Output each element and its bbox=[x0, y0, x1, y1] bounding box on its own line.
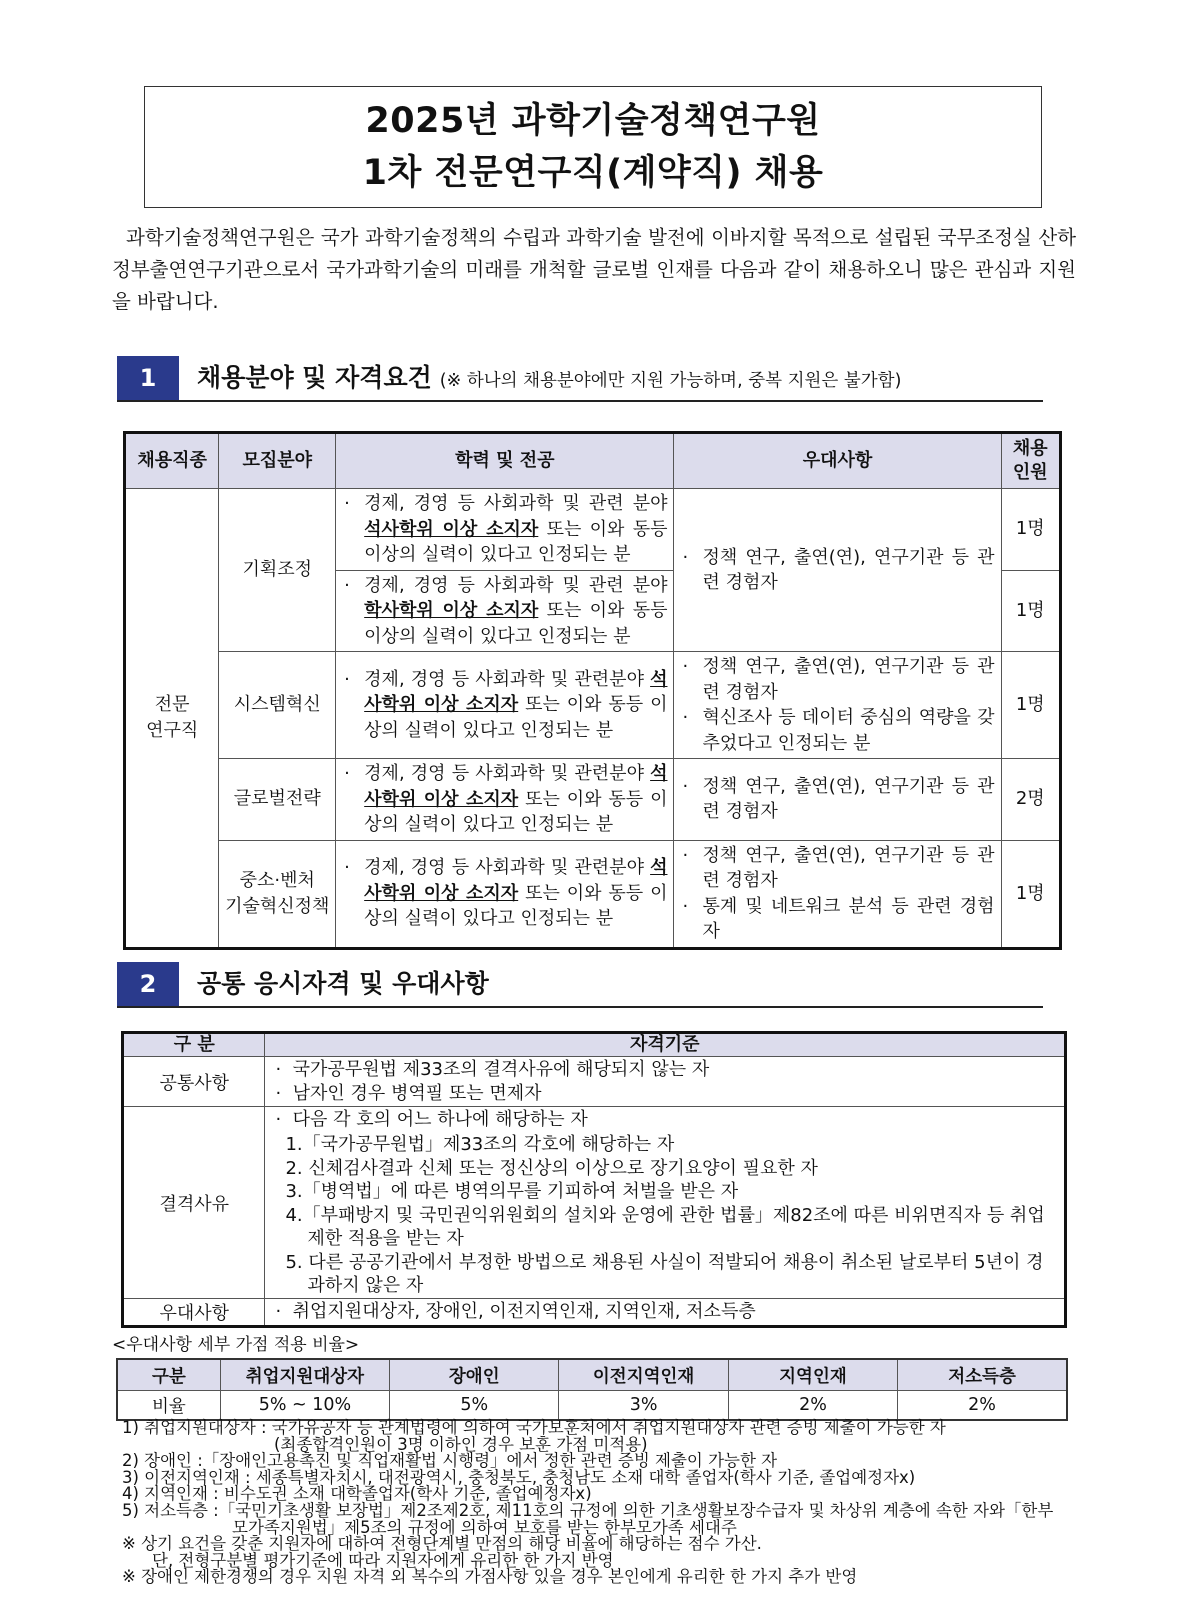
field-cell: 중소·벤처 기술혁신정책 bbox=[219, 840, 336, 948]
preference-criteria: · 취업지원대상자, 장애인, 이전지역인재, 지역인재, 저소득층 bbox=[265, 1299, 1066, 1327]
header-education: 학력 및 전공 bbox=[336, 433, 674, 489]
footnote: ※ 상기 요건을 갖춘 지원자에 대하여 전형단계별 만점의 해당 비율에 해당하는 점수 가산. bbox=[122, 1534, 762, 1554]
rate-cell: 5% ~ 10% bbox=[220, 1391, 389, 1421]
rate-cell: 2% bbox=[898, 1391, 1067, 1421]
title-box bbox=[144, 86, 1042, 208]
intro-text: 과학기술정책연구원은 국가 과학기술정책의 수립과 과학기술 발전에 이바지할 목적으로 설립된 국무조정실 산하 정부출연연구기관으로서 국가과학기술의 미래를 개척할 글로벌 인재를 다음과 같이 채용하오니 많은 관심과 지원을 바랍니다. bbox=[112, 226, 1076, 313]
intro-paragraph bbox=[112, 222, 1076, 318]
footnote: 2) 장애인 :「장애인고용촉진 및 직업재활법 시행령」에서 정한 관련 증빙 제출이 가능한 자 bbox=[122, 1451, 778, 1471]
section1-divider bbox=[117, 400, 1043, 402]
education-cell: · 경제, 경영 등 사회과학 및 관련분야 석사학위 이상 소지자 또는 이와 동등 이상의 실력이 있다고 인정되는 분 bbox=[336, 759, 674, 841]
table-row bbox=[125, 489, 1061, 571]
footnote: (최종합격인원이 3명 이하인 경우 보훈 가점 미적용) bbox=[274, 1434, 648, 1454]
header-count bbox=[1001, 433, 1060, 489]
count-cell: 1명 bbox=[1001, 489, 1060, 571]
count-cell: 1명 bbox=[1001, 570, 1060, 652]
footnote: 3) 이전지역인재 : 세종특별자치시, 대전광역시, 충청북도, 충청남도 소재 대학 졸업자(학사 기준, 졸업예정자x) bbox=[122, 1467, 916, 1487]
disq-item: 5. 다른 공공기관에서 부정한 방법으로 채용된 사실이 적발되어 채용이 취소된 날로부터 5년이 경과하지 않은 자 bbox=[285, 1251, 1044, 1296]
footnotes bbox=[122, 1420, 1082, 1586]
preference-label: 우대사항 bbox=[123, 1299, 265, 1327]
footnote: 1) 취업지원대상자 : 국가유공자 등 관계법령에 의하여 국가보훈처에서 취업지원대상자 관련 증빙 제출이 가능한 자 bbox=[122, 1418, 946, 1437]
table-row bbox=[125, 759, 1061, 841]
header-employment-support: 취업지원대상자 bbox=[220, 1359, 389, 1391]
table-row bbox=[123, 1107, 1066, 1299]
education-cell: · 경제, 경영 등 사회과학 및 관련분야 석사학위 이상 소지자 또는 이와 동등 이상의 실력이 있다고 인정되는 분 bbox=[336, 652, 674, 759]
disq-item: 4.「부패방지 및 국민권익위원회의 설치와 운영에 관한 법률」제82조에 따른 비위면직자 등 취업제한 적용을 받는 자 bbox=[285, 1204, 1045, 1249]
page-title-line2: 1차 전문연구직(계약직) 채용 bbox=[362, 153, 824, 193]
field-cell: 글로벌전략 bbox=[219, 759, 336, 841]
table-row bbox=[125, 652, 1061, 759]
header-job-type: 채용직종 bbox=[125, 433, 219, 489]
field-cell: 기획조정 bbox=[219, 489, 336, 652]
header-category: 구분 bbox=[117, 1359, 220, 1391]
table-row bbox=[123, 1057, 1066, 1107]
preference-cell: · 정책 연구, 출연(연), 연구기관 등 관련 경험자 · 혁신조사 등 데이터 중심의 역량을 갖추었다고 인정되는 분 bbox=[674, 652, 1001, 759]
count-cell: 1명 bbox=[1001, 840, 1060, 948]
table-row bbox=[125, 840, 1061, 948]
recruitment-table bbox=[123, 431, 1062, 950]
common-criteria: · 국가공무원법 제33조의 결격사유에 해당되지 않는 자 · 남자인 경우 병역필 또는 면제자 bbox=[265, 1057, 1066, 1107]
common-label: 공통사항 bbox=[123, 1057, 265, 1107]
section1-number: 1 bbox=[117, 356, 179, 400]
section1-note: (※ 하나의 채용분야에만 지원 가능하며, 중복 지원은 불가함) bbox=[439, 371, 902, 391]
rate-cell: 5% bbox=[390, 1391, 559, 1421]
header-category: 구 분 bbox=[123, 1033, 265, 1057]
footnote: ※ 장애인 제한경쟁의 경우 지원 자격 외 복수의 가점사항 있을 경우 본인에게 유리한 한 가지 추가 반영 bbox=[122, 1567, 858, 1587]
disqualification-criteria: · 다음 각 호의 어느 하나에 해당하는 자 1.「국가공무원법」제33조의 각호에 해당하는 자 2. 신체검사결과 신체 또는 정신상의 이상으로 장기요양이 필요한 자 3.「병역법」에 따른 병역의무를 기피하여 처벌을 받은 자 4.「부패방지 및 국민권익위원회의 설치와 운영에 관한 법률」제82조에 따른 비위면직자 등 취업제한 적용을 받는 자 5. 다른 공공기관에서 부정한 방법으로 채용된 사실이 적발되어 채용이 취소된 날로부터 5년이 경과하지 않은 자 bbox=[265, 1107, 1066, 1299]
header-field: 모집분야 bbox=[219, 433, 336, 489]
table-header-row bbox=[123, 1033, 1066, 1057]
preference-cell: · 정책 연구, 출연(연), 연구기관 등 관련 경험자 · 통계 및 네트워크 분석 등 관련 경험자 bbox=[674, 840, 1001, 948]
count-cell: 1명 bbox=[1001, 652, 1060, 759]
section1-header bbox=[117, 356, 1043, 400]
bonus-caption: <우대사항 세부 가점 적용 비율> bbox=[112, 1335, 360, 1355]
header-count-text: 채용 인원 bbox=[1012, 438, 1048, 483]
table-row bbox=[123, 1299, 1066, 1327]
footnote: 단, 전형구분별 평가기준에 따라 지원자에게 유리한 한 가지 반영 bbox=[152, 1550, 614, 1570]
education-cell: · 경제, 경영 등 사회과학 및 관련분야 석사학위 이상 소지자 또는 이와 동등 이상의 실력이 있다고 인정되는 분 bbox=[336, 840, 674, 948]
preference-cell: · 정책 연구, 출연(연), 연구기관 등 관련 경험자 bbox=[674, 759, 1001, 841]
preference-cell: · 정책 연구, 출연(연), 연구기관 등 관련 경험자 bbox=[674, 489, 1001, 652]
education-cell: · 경제, 경영 등 사회과학 및 관련 분야 학사학위 이상 소지자 또는 이와 동등 이상의 실력이 있다고 인정되는 분 bbox=[336, 570, 674, 652]
disqualification-label: 결격사유 bbox=[123, 1107, 265, 1299]
disq-item: 2. 신체검사결과 신체 또는 정신상의 이상으로 장기요양이 필요한 자 bbox=[285, 1157, 818, 1179]
footnote: 4) 지역인재 : 비수도권 소재 대학졸업자(학사 기준, 졸업예정자x) bbox=[122, 1484, 592, 1504]
header-preference: 우대사항 bbox=[674, 433, 1001, 489]
count-cell: 2명 bbox=[1001, 759, 1060, 841]
section1-title bbox=[197, 356, 901, 403]
footnote: 모가족지원법」제5조의 규정에 의하여 보호를 받는 한부모가족 세대주 bbox=[232, 1517, 737, 1537]
footnote: 5) 저소득층 :「국민기초생활 보장법」제2조제2호, 제11호의 규정에 의한 기초생활보장수급자 및 차상위 계층에 속한 자와「한부 bbox=[122, 1500, 1054, 1520]
education-cell: · 경제, 경영 등 사회과학 및 관련 분야 석사학위 이상 소지자 또는 이와 동등 이상의 실력이 있다고 인정되는 분 bbox=[336, 489, 674, 571]
header-relocation-region: 이전지역인재 bbox=[559, 1359, 728, 1391]
bonus-rate-table bbox=[116, 1358, 1068, 1421]
field-cell: 시스템혁신 bbox=[219, 652, 336, 759]
header-local-talent: 지역인재 bbox=[728, 1359, 897, 1391]
header-disabled: 장애인 bbox=[390, 1359, 559, 1391]
table-header-row bbox=[117, 1359, 1067, 1391]
rate-cell: 3% bbox=[559, 1391, 728, 1421]
header-low-income: 저소득층 bbox=[898, 1359, 1067, 1391]
section1-title-text: 채용분야 및 자격요건 bbox=[197, 363, 432, 392]
disq-item: 1.「국가공무원법」제33조의 각호에 해당하는 자 bbox=[285, 1134, 675, 1155]
disq-item: 3.「병역법」에 따른 병역의무를 기피하여 처벌을 받은 자 bbox=[285, 1181, 739, 1202]
job-type-cell: 전문 연구직 bbox=[125, 489, 219, 949]
section2-number: 2 bbox=[117, 962, 179, 1006]
table-row bbox=[117, 1391, 1067, 1421]
section2-divider bbox=[117, 1006, 1043, 1008]
header-criteria: 자격기준 bbox=[265, 1033, 1066, 1057]
table-header-row bbox=[125, 433, 1061, 489]
section2-title: 공통 응시자격 및 우대사항 bbox=[197, 969, 489, 998]
rate-label: 비율 bbox=[117, 1391, 220, 1421]
rate-cell: 2% bbox=[728, 1391, 897, 1421]
qualification-table bbox=[121, 1031, 1067, 1328]
page-title-line1: 2025년 과학기술정책연구원 bbox=[365, 101, 821, 141]
section2-header bbox=[117, 962, 1043, 1006]
